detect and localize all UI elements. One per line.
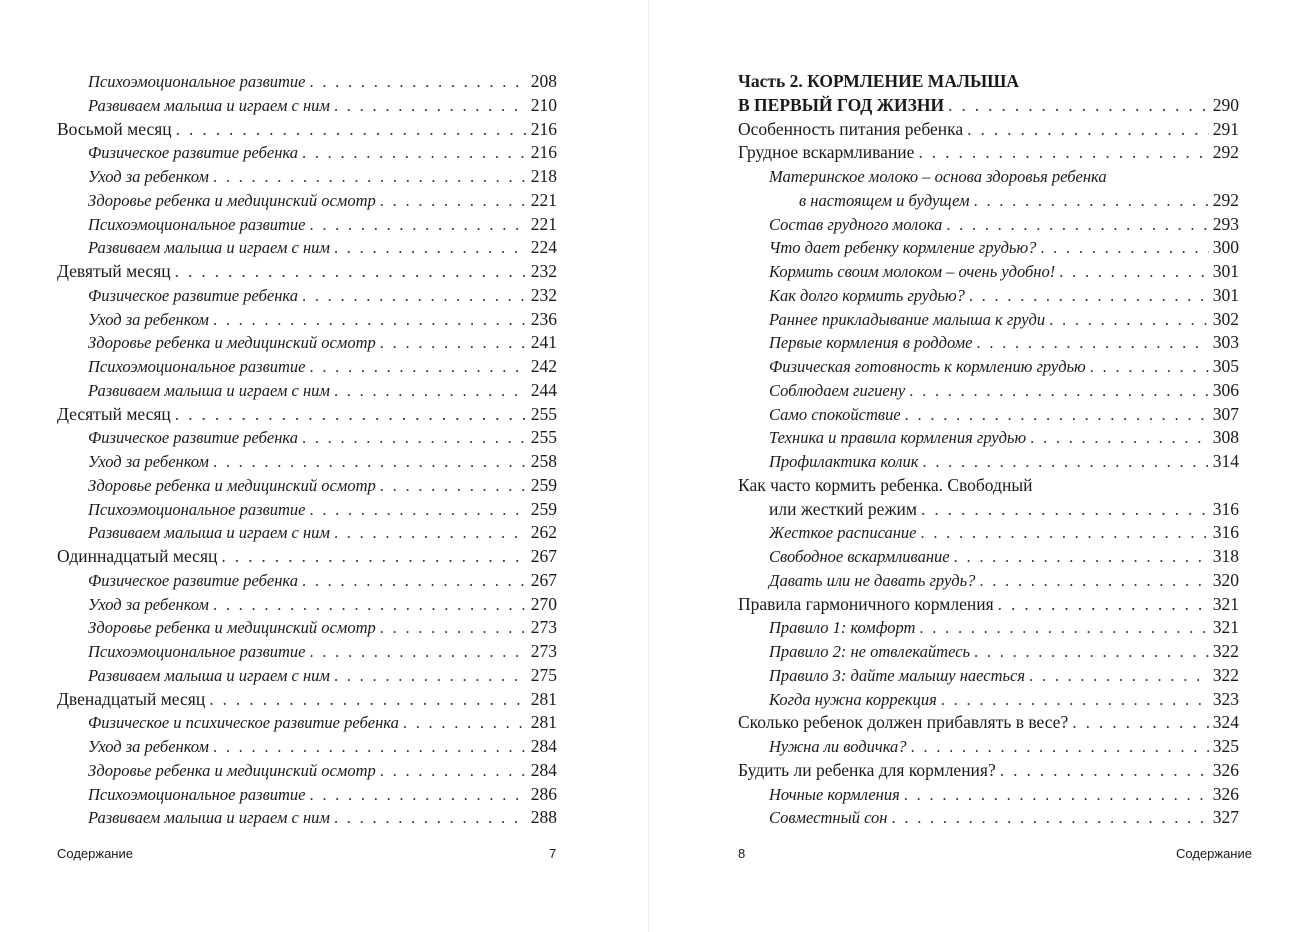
toc-entry (738, 70, 1239, 94)
toc-entry-page: 291 (1212, 118, 1239, 139)
toc-entry-title: Здоровье ребенка и медицинский осмотр (88, 333, 376, 353)
toc-entry (57, 236, 557, 260)
toc-entry-title: Здоровье ребенка и медицинский осмотр (88, 760, 376, 780)
toc-entry (738, 759, 1239, 783)
toc-entry-title: Ночные кормления (769, 784, 900, 804)
toc-entry-page: 262 (530, 522, 557, 543)
toc-entry-title: Сколько ребенок должен прибавлять в весе? (738, 712, 1069, 733)
dot-leader (941, 688, 1209, 712)
dot-leader (1072, 711, 1209, 735)
dot-leader (905, 403, 1209, 427)
toc-entry (738, 664, 1239, 688)
toc-entry-page: 210 (530, 94, 557, 115)
dot-leader (302, 569, 527, 593)
toc-entry (738, 521, 1239, 545)
toc-entry-page: 284 (530, 736, 557, 756)
toc-entry-page: 326 (1212, 759, 1239, 780)
toc-entry-title: Раннее прикладывание малыша к груди (769, 309, 1046, 329)
dot-leader (1029, 664, 1209, 688)
toc-entry-page: 273 (530, 641, 557, 661)
dot-leader (334, 806, 527, 830)
toc-entry-page: 318 (1212, 546, 1239, 566)
toc-entry-page: 300 (1212, 237, 1239, 258)
toc-entry (57, 616, 557, 640)
dot-leader (309, 498, 526, 522)
toc-entry-title: Психоэмоциональное развитие (88, 784, 306, 804)
toc-entry-page: 314 (1212, 451, 1239, 471)
toc-entry-page: 301 (1212, 284, 1239, 305)
toc-entry-title: Состав грудного молока (769, 214, 943, 234)
toc-entry-title: Психоэмоциональное развитие (88, 499, 306, 519)
toc-entry-title: Психоэмоциональное развитие (88, 214, 306, 234)
dot-leader (380, 474, 527, 498)
toc-entry-title: Развиваем малыша и играем с ним (88, 238, 330, 258)
toc-entry-title: Физическое и психическое развитие ребенка (88, 713, 399, 733)
dot-leader (175, 403, 527, 427)
toc-entry-page: 270 (530, 593, 557, 614)
toc-entry (738, 783, 1239, 807)
toc-entry (57, 213, 557, 237)
toc-entry (738, 260, 1239, 284)
dot-leader (309, 355, 526, 379)
toc-entry-title: Профилактика колик (769, 452, 919, 471)
dot-leader (920, 521, 1208, 545)
toc-entry (738, 450, 1239, 474)
toc-entry-title: Физическое развитие ребенка (88, 428, 298, 448)
toc-entry (738, 403, 1239, 427)
toc-entry-title: Нужна ли водичка? (769, 737, 907, 756)
toc-entry-title: Соблюдаем гигиену (769, 380, 906, 400)
toc-entry-title: Будить ли ребенка для кормления? (738, 759, 996, 780)
dot-leader (209, 688, 527, 712)
dot-leader (919, 616, 1208, 640)
toc-entry (57, 664, 557, 688)
toc-entry-page: 275 (530, 664, 557, 685)
toc-entry-title: Здоровье ребенка и медицинский осмотр (88, 475, 376, 495)
toc-entry-title: Особенность питания ребенка (738, 118, 964, 139)
toc-entry-page: 323 (1212, 688, 1239, 709)
dot-leader (403, 711, 527, 735)
running-footer-label: Содержание (1176, 846, 1252, 861)
toc-entry (738, 545, 1239, 569)
toc-entry-title: Правила гармоничного кормления (738, 593, 994, 614)
toc-entry (57, 189, 557, 213)
dot-leader (998, 593, 1209, 617)
toc-entry (57, 379, 557, 403)
toc-entry-title: Десятый месяц (57, 403, 171, 424)
dot-leader (904, 783, 1209, 807)
toc-entry (738, 569, 1239, 593)
toc-entry-title: Развиваем малыша и играем с ним (88, 523, 330, 543)
toc-entry-page: 326 (1212, 783, 1239, 804)
toc-entry (57, 141, 557, 165)
dot-leader (309, 640, 526, 664)
toc-list (738, 70, 1239, 830)
toc-entry (57, 474, 557, 498)
toc-entry-title: Уход за ребенком (88, 309, 209, 329)
toc-entry (738, 331, 1239, 355)
dot-leader (1090, 355, 1209, 379)
toc-entry (57, 260, 557, 284)
toc-entry (57, 688, 557, 712)
toc-entry-page: 322 (1212, 664, 1239, 685)
toc-entry-page: 325 (1212, 736, 1239, 756)
toc-entry (738, 616, 1239, 640)
toc-entry-title: Свободное вскармливание (769, 547, 950, 566)
dot-leader (309, 70, 526, 94)
toc-entry (57, 426, 557, 450)
page-number: 8 (738, 846, 746, 861)
dot-leader (969, 284, 1209, 308)
dot-leader (1040, 236, 1208, 260)
toc-entry-page: 242 (530, 356, 557, 376)
toc-entry (738, 94, 1239, 118)
toc-entry-page: 321 (1212, 617, 1239, 638)
toc-entry (57, 711, 557, 735)
toc-entry-page: 327 (1212, 807, 1239, 828)
toc-entry (57, 498, 557, 522)
toc-entry-title: Физическое развитие ребенка (88, 143, 298, 163)
toc-entry (738, 165, 1239, 189)
toc-entry-title: Одиннадцатый месяц (57, 546, 218, 566)
toc-entry (57, 331, 557, 355)
toc-entry-page: 290 (1212, 94, 1239, 115)
running-footer-label: Содержание (57, 846, 133, 861)
toc-entry-page: 305 (1212, 356, 1239, 376)
toc-entry (57, 355, 557, 379)
dot-leader (334, 94, 527, 118)
toc-entry (738, 189, 1239, 213)
toc-entry (57, 165, 557, 189)
toc-entry-title: Правило 1: комфорт (769, 618, 916, 638)
toc-entry-page: 232 (530, 261, 557, 281)
toc-entry-page: 321 (1212, 593, 1239, 614)
toc-entry-title: Уход за ребенком (88, 167, 209, 186)
dot-leader (309, 213, 526, 237)
dot-leader (213, 735, 527, 759)
toc-entry-page: 292 (1212, 142, 1239, 163)
toc-entry (738, 735, 1239, 759)
toc-entry (57, 94, 557, 118)
dot-leader (213, 450, 527, 474)
dot-leader (974, 640, 1209, 664)
toc-entry (738, 141, 1239, 165)
toc-entry-title: Совместный сон (769, 808, 888, 828)
toc-entry-title: Техника и правила кормления грудью (769, 428, 1027, 448)
dot-leader (380, 189, 527, 213)
toc-entry-page: 293 (1212, 213, 1239, 234)
toc-entry-page: 218 (530, 166, 557, 186)
toc-entry-title: Психоэмоциональное развитие (88, 357, 306, 376)
toc-entry (738, 711, 1239, 735)
toc-entry (738, 426, 1239, 450)
toc-entry-title: Здоровье ребенка и медицинский осмотр (88, 618, 376, 638)
toc-entry (57, 118, 557, 142)
toc-entry-title: Двенадцатый месяц (57, 688, 206, 709)
toc-entry-title: Материнское молоко – основа здоровья ребенка (769, 167, 1107, 186)
dot-leader (979, 569, 1208, 593)
toc-entry-title: Психоэмоциональное развитие (88, 642, 306, 661)
toc-entry-page: 241 (530, 332, 557, 353)
toc-entry-title: Уход за ребенком (88, 737, 209, 756)
dot-leader (380, 331, 527, 355)
right-page (649, 0, 1297, 932)
toc-entry (57, 640, 557, 664)
toc-entry-page: 308 (1212, 427, 1239, 448)
toc-entry-title: Развиваем малыша и играем с ним (88, 808, 330, 828)
toc-entry-title: Само спокойствие (769, 404, 901, 424)
dot-leader (380, 759, 527, 783)
toc-entry (57, 403, 557, 427)
toc-entry (738, 118, 1239, 142)
dot-leader (918, 141, 1208, 165)
dot-leader (974, 189, 1209, 213)
dot-leader (213, 593, 527, 617)
dot-leader (176, 118, 527, 142)
toc-entry-title: Кормить своим молоком – очень удобно! (769, 262, 1056, 281)
toc-entry-page: 267 (530, 546, 557, 566)
toc-entry-page: 216 (530, 142, 557, 163)
toc-entry-page: 286 (530, 783, 557, 804)
toc-entry-title: Правило 3: дайте малышу наесться (769, 665, 1026, 685)
toc-entry-title: Восьмой месяц (57, 118, 172, 139)
toc-entry-page: 224 (530, 237, 557, 258)
toc-entry-title: Когда нужна коррекция (769, 689, 937, 709)
dot-leader (921, 498, 1209, 522)
toc-entry-page: 255 (530, 403, 557, 424)
toc-entry (57, 759, 557, 783)
toc-entry-title: Физическое развитие ребенка (88, 285, 298, 305)
toc-entry-page: 320 (1212, 569, 1239, 590)
toc-entry-title: В ПЕРВЫЙ ГОД ЖИЗНИ (738, 94, 945, 115)
toc-entry (57, 308, 557, 332)
page-number: 7 (549, 846, 557, 861)
dot-leader (302, 284, 527, 308)
toc-entry-page: 316 (1212, 498, 1239, 519)
dot-leader (334, 521, 527, 545)
toc-entry-page: 281 (530, 712, 557, 733)
toc-entry (738, 688, 1239, 712)
toc-entry (57, 783, 557, 807)
dot-leader (302, 426, 527, 450)
toc-entry (738, 379, 1239, 403)
toc-entry (57, 545, 557, 569)
dot-leader (954, 545, 1209, 569)
toc-entry-page: 292 (1212, 189, 1239, 210)
toc-entry (57, 569, 557, 593)
toc-entry-page: 307 (1212, 403, 1239, 424)
dot-leader (1030, 426, 1209, 450)
dot-leader (976, 331, 1208, 355)
dot-leader (334, 664, 527, 688)
dot-leader (909, 379, 1209, 403)
dot-leader (213, 165, 527, 189)
toc-entry-title: Часть 2. КОРМЛЕНИЕ МАЛЫША (738, 71, 1020, 91)
toc-entry-title: Жесткое расписание (769, 523, 917, 543)
toc-entry-page: 232 (530, 284, 557, 305)
toc-entry-page: 216 (530, 118, 557, 139)
dot-leader (380, 616, 527, 640)
dot-leader (334, 379, 527, 403)
toc-entry-title: Что дает ребенку кормление грудью? (769, 238, 1037, 258)
toc-entry-title: Здоровье ребенка и медицинский осмотр (88, 190, 376, 210)
dot-leader (892, 806, 1209, 830)
toc-entry-page: 221 (530, 213, 557, 234)
toc-entry (57, 735, 557, 759)
toc-entry (738, 355, 1239, 379)
toc-entry-title: Правило 2: не отвлекайтесь (769, 642, 971, 661)
dot-leader (221, 545, 526, 569)
toc-entry (57, 593, 557, 617)
dot-leader (922, 450, 1208, 474)
toc-list (57, 70, 557, 830)
dot-leader (1000, 759, 1209, 783)
toc-entry-title: Развиваем малыша и играем с ним (88, 95, 330, 115)
toc-entry-page: 284 (530, 759, 557, 780)
toc-entry (738, 308, 1239, 332)
toc-entry-title: Давать или не давать грудь? (769, 570, 976, 590)
toc-entry-page: 322 (1212, 641, 1239, 661)
dot-leader (1049, 308, 1209, 332)
toc-entry-title: Первые кормления в роддоме (769, 333, 973, 353)
toc-entry-page: 267 (530, 569, 557, 590)
toc-entry (738, 213, 1239, 237)
toc-entry-page: 208 (530, 71, 557, 91)
toc-entry-title: Развиваем малыша и играем с ним (88, 665, 330, 685)
toc-entry-page: 302 (1212, 308, 1239, 329)
toc-entry (57, 284, 557, 308)
toc-entry-page: 258 (530, 451, 557, 471)
toc-entry-title: Развиваем малыша и играем с ним (88, 380, 330, 400)
dot-leader (1059, 260, 1209, 284)
toc-entry-page: 301 (1212, 261, 1239, 281)
toc-entry-page: 255 (530, 427, 557, 448)
toc-entry-page: 281 (530, 688, 557, 709)
toc-entry-page: 324 (1212, 712, 1239, 733)
toc-entry-title: Физическая готовность к кормлению грудью (769, 357, 1086, 376)
toc-entry-title: Физическое развитие ребенка (88, 570, 298, 590)
toc-entry (738, 284, 1239, 308)
left-page (0, 0, 648, 932)
toc-entry-page: 259 (530, 498, 557, 519)
toc-entry (57, 521, 557, 545)
dot-leader (948, 94, 1209, 118)
toc-entry-page: 273 (530, 617, 557, 638)
dot-leader (302, 141, 527, 165)
toc-entry-title: Как часто кормить ребенка. Свободный (738, 474, 1033, 495)
toc-entry-title: или жесткий режим (769, 498, 917, 519)
toc-entry-title: в настоящем и будущем (799, 190, 970, 210)
dot-leader (967, 118, 1209, 142)
dot-leader (309, 783, 526, 807)
toc-entry-title: Девятый месяц (57, 261, 171, 281)
toc-entry-title: Грудное вскармливание (738, 142, 915, 163)
toc-entry-page: 306 (1212, 379, 1239, 400)
dot-leader (175, 260, 527, 284)
toc-entry (738, 806, 1239, 830)
dot-leader (946, 213, 1208, 237)
toc-entry-page: 259 (530, 474, 557, 495)
toc-entry (738, 593, 1239, 617)
toc-entry-title: Как долго кормить грудью? (769, 285, 965, 305)
toc-entry (738, 474, 1239, 498)
toc-entry (57, 70, 557, 94)
toc-entry (738, 640, 1239, 664)
toc-entry (57, 450, 557, 474)
toc-entry (738, 498, 1239, 522)
dot-leader (334, 236, 527, 260)
toc-entry-page: 236 (530, 308, 557, 329)
toc-entry-page: 244 (530, 379, 557, 400)
toc-entry-page: 303 (1212, 332, 1239, 353)
toc-entry (738, 236, 1239, 260)
toc-entry-title: Уход за ребенком (88, 452, 209, 471)
dot-leader (911, 735, 1209, 759)
toc-entry (57, 806, 557, 830)
dot-leader (213, 308, 527, 332)
toc-entry-page: 221 (530, 189, 557, 210)
toc-entry-page: 288 (530, 807, 557, 828)
toc-entry-title: Психоэмоциональное развитие (88, 72, 306, 91)
toc-entry-page: 316 (1212, 522, 1239, 543)
toc-entry-title: Уход за ребенком (88, 594, 209, 614)
